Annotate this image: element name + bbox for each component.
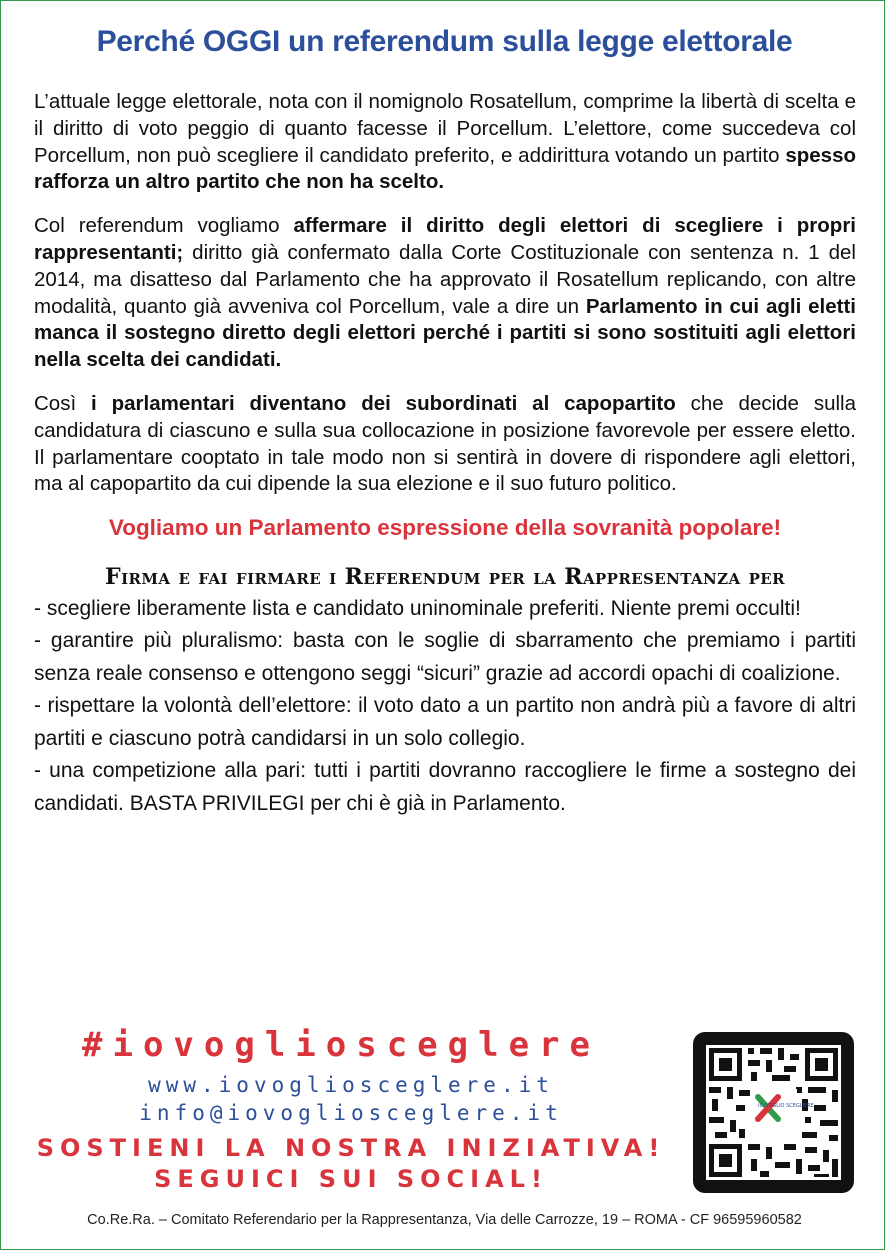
social-cta: SEGUICI SUI SOCIAL! [154,1165,548,1193]
main-content [34,89,856,820]
paragraph-3-text-b: che decide sulla candidatura di ciascuno e sulla sua collocazione in posizione favorevole per essere eletto. Il parlamentare cooptato in tale modo non si sentirà in dovere di rispondere agli elettori, ma al capopartito da cui dipende la sua elezione e il suo futuro politico. [34,391,856,496]
paragraph-1 [34,89,856,196]
paragraph-2 [34,213,856,374]
bullet-item: - scegliere liberamente lista e candidato uninominale preferiti. Niente premi occulti! [34,596,801,620]
paragraph-3-text-a: Così [34,391,92,415]
website-link[interactable]: www.iovogliosceglere.it [148,1073,554,1097]
bullet-item: - una competizione alla pari: tutti i partiti dovranno raccogliere le firme a sostegno dei candidati. BASTA PRIVILEGI per chi è già in Parlamento. [34,759,856,815]
paragraph-3-bold: i parlamentari diventano dei subordinati al capopartito [91,391,676,415]
paragraph-2-bold-b: Parlamento in cui agli eletti manca il sostegno diretto degli elettori perché i partiti si sono sostituiti agli elettori nella scelta dei candidati. [34,294,856,372]
page-title: Perché OGGI un referendum sulla legge elettorale [96,25,793,58]
support-cta: SOSTIENI LA NOSTRA INIZIATIVA! [36,1134,666,1162]
slogan: Vogliamo un Parlamento espressione della sovranità popolare! [108,515,782,541]
paragraph-2-bold-a: affermare il diritto degli elettori di scegliere i propri rappresentanti; [34,214,856,264]
hashtag: #iovogliosceglere [82,1025,600,1065]
qr-code-pattern [706,1045,841,1180]
paragraph-2-text-b: diritto già confermato dalla Corte Costituzionale con sentenza n. 1 del 2014, ma disatteso dal Parlamento che ha approvato il Rosatellum replicando, con altre modalità, quanto già avveniva col Porcellum, vale a dire un [34,240,856,318]
paragraph-3 [34,391,856,498]
qr-logo-text: IO VOGLIO SCEGLIERE [758,1103,814,1109]
email-link[interactable]: info@iovogliosceglere.it [139,1101,563,1125]
bullet-list [34,593,856,821]
paragraph-1-text: L’attuale legge elettorale, nota con il nomignolo Rosatellum, comprime la libertà di scelta e il diritto di voto peggio di quanto facesse il Porcellum. L’elettore, come succedeva col Porcellum, non può scegliere il candidato preferito, e addirittura votando un partito [34,90,856,167]
qr-icon [706,1045,841,1180]
paragraph-1-bold: spesso rafforza un altro partito che non ha scelto. [34,143,856,194]
firma-heading: Firma e fai firmare i Referendum per la Rappresentanza per [105,563,785,590]
footer-info: Co.Re.Ra. – Comitato Referendario per la Rappresentanza, Via delle Carrozze, 19 – ROMA - CF 96595960582 [87,1212,802,1228]
paragraph-2-text-a: Col referendum vogliamo [34,214,294,238]
qr-code[interactable] [693,1032,854,1193]
bullet-item: - rispettare la volontà dell’elettore: il voto dato a un partito non andrà più a favore di altri partiti e ciascuno potrà candidarsi in un solo collegio. [34,694,856,750]
bullet-item: - garantire più pluralismo: basta con le soglie di sbarramento che premiamo i partiti senza reale consenso e ottengono seggi “sicuri” grazie ad accordi opachi di coalizione. [34,629,856,685]
